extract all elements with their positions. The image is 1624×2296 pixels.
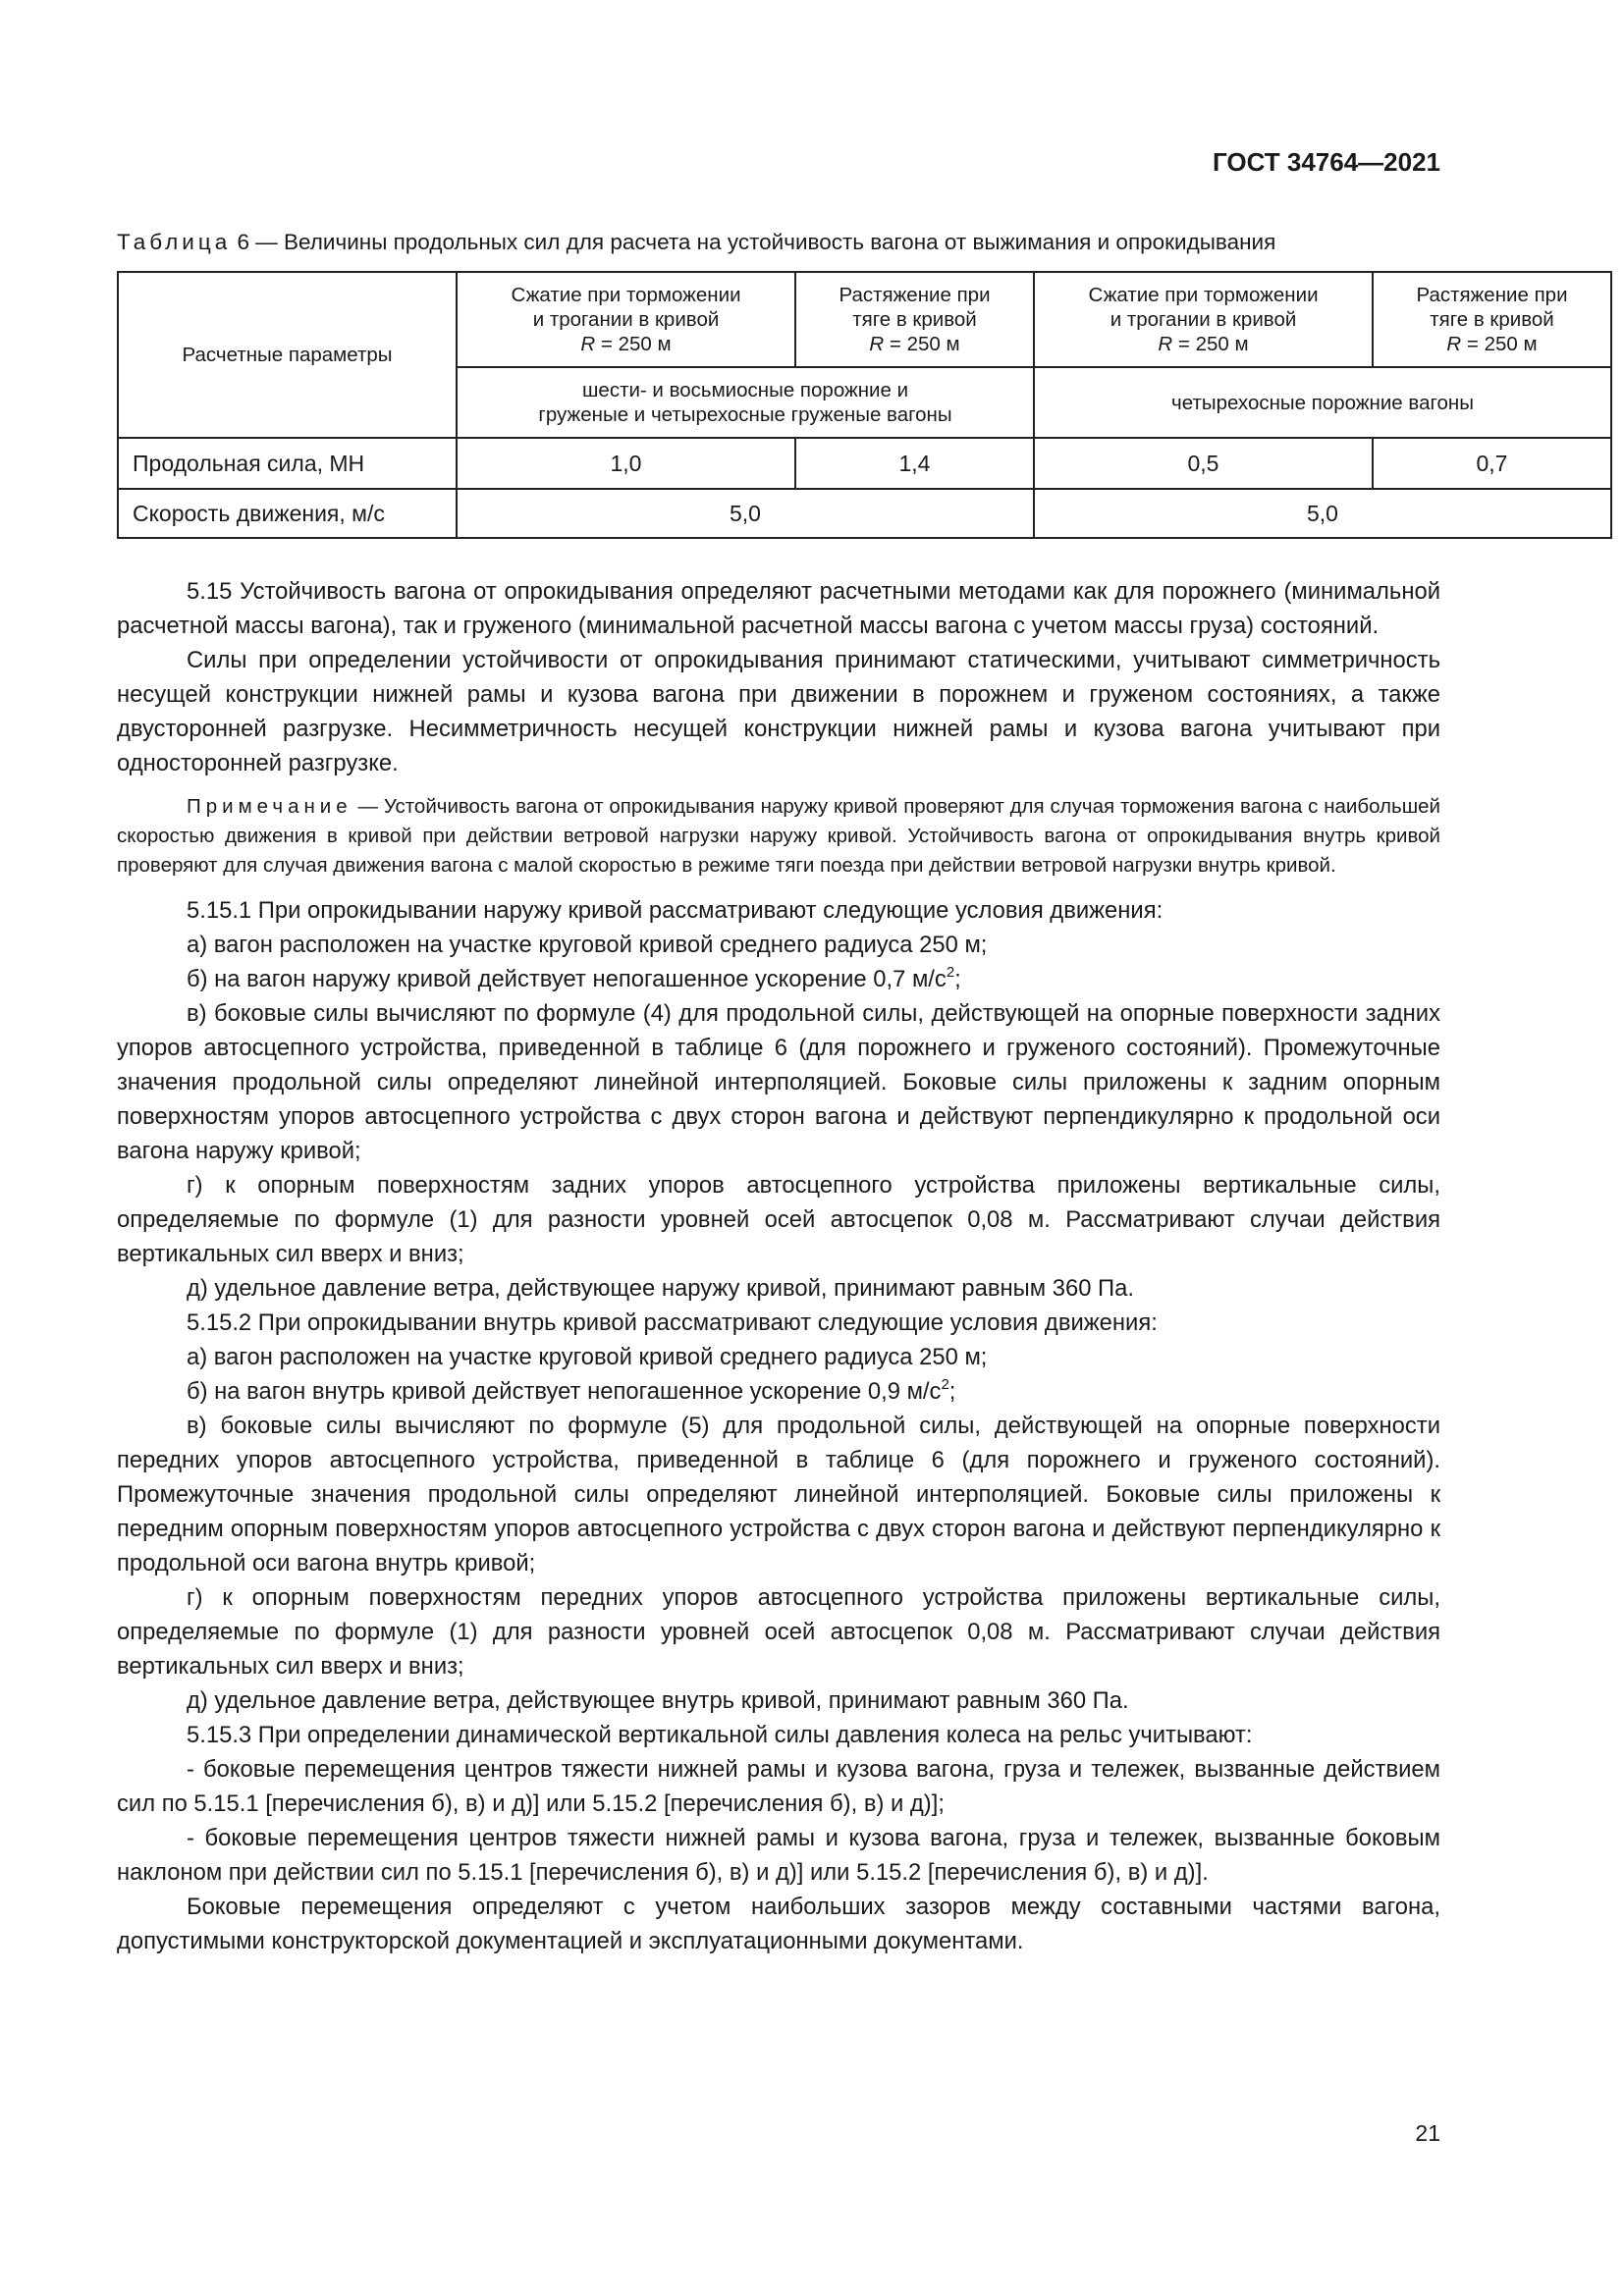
param-header-cell: Расчетные параметры	[118, 272, 457, 438]
table-caption-label: Таблица	[117, 230, 232, 254]
list-item: г) к опорным поверхностям передних упоров автосцепного устройства приложены вертикальные силы, определяемые по формуле (1) для разности уровней осей автосцепок 0,08 м. Рассматривают случаи действия вертикальных сил вверх и вниз;	[117, 1584, 1440, 1680]
forces-table	[117, 271, 1612, 539]
col-header-compression-1: Сжатие при торможении и трогании в кривой R = 250 м	[457, 272, 795, 367]
list-item: а) вагон расположен на участке круговой кривой среднего радиуса 250 м;	[187, 932, 988, 958]
paragraph-final: Боковые перемещения определяют с учетом наибольших зазоров между составными частями вагона, допустимыми конструкторской документацией и эксплуатационными документами.	[117, 1894, 1440, 1954]
list-item: в) боковые силы вычисляют по формуле (5) для продольной силы, действующей на опорные поверхности передних упоров автосцепного устройства, приведенной в таблице 6 (для порожнего и груженого состояний). Промежуточные значения продольной силы определяют линейной интерполяцией. Боковые силы приложены к передним опорным поверхностям упоров автосцепного устройства с двух сторон вагона и действуют перпендикулярно к продольной оси вагона внутрь кривой;	[117, 1413, 1440, 1576]
table-cell: 0,5	[1034, 438, 1373, 489]
list-item: - боковые перемещения центров тяжести нижней рамы и кузова вагона, груза и тележек, вызванные действием сил по 5.15.1 [перечисления б), в) и д)] или 5.15.2 [перечисления б), в) и д)];	[117, 1756, 1440, 1817]
col-header-compression-2: Сжатие при торможении и трогании в кривой R = 250 м	[1034, 272, 1373, 367]
paragraph-5-15-1: 5.15.1 При опрокидывании наружу кривой рассматривают следующие условия движения:	[187, 897, 1164, 924]
group-header-heavy: шести- и восьмиосные порожние и груженые и четырехосные груженые вагоны	[457, 367, 1034, 438]
list-item: д) удельное давление ветра, действующее наружу кривой, принимают равным 360 Па.	[187, 1275, 1135, 1302]
list-item: д) удельное давление ветра, действующее внутрь кривой, принимают равным 360 Па.	[187, 1687, 1129, 1714]
table-header-row	[118, 272, 1611, 367]
note	[117, 792, 1440, 881]
row-label-speed: Скорость движения, м/с	[118, 489, 457, 538]
note-text: — Устойчивость вагона от опрокидывания наружу кривой проверяют для случая торможения вагона с наибольшей скоростью движения в кривой при действии ветровой нагрузки наружу кривой. Устойчивость вагона от опрокидывания внутрь кривой проверяют для случая движения вагона с малой скоростью в режиме тяги поезда при действии ветровой нагрузки внутрь кривой.	[117, 795, 1440, 877]
col-header-tension-2: Растяжение при тяге в кривой R = 250 м	[1373, 272, 1611, 367]
table-cell: 1,4	[795, 438, 1034, 489]
list-item: б) на вагон внутрь кривой действует непогашенное ускорение 0,9 $м/с^2$;	[187, 1376, 956, 1405]
table-cell: 1,0	[457, 438, 795, 489]
group-header-empty-four-axle: четырехосные порожние вагоны	[1034, 367, 1611, 438]
table-cell: 0,7	[1373, 438, 1611, 489]
table-row	[118, 489, 1611, 538]
document-body	[117, 574, 1440, 1958]
paragraph-forces: Силы при определении устойчивости от опрокидывания принимают статическими, учитывают симметричность несущей конструкции нижней рамы и кузова вагона при движении в порожнем и груженом состояниях, а также двусторонней разгрузке. Несимметричность несущей конструкции нижней рамы и кузова вагона учитывают при односторонней разгрузке.	[117, 647, 1440, 776]
page-number: 21	[1415, 2120, 1440, 2146]
row-label-force: Продольная сила, МН	[118, 438, 457, 489]
paragraph-5-15-2: 5.15.2 При опрокидывании внутрь кривой рассматривают следующие условия движения:	[187, 1309, 1158, 1336]
note-label: Примечание	[187, 795, 352, 818]
list-item: г) к опорным поверхностям задних упоров автосцепного устройства приложены вертикальные силы, определяемые по формуле (1) для разности уровней осей автосцепок 0,08 м. Рассматривают случаи действия вертикальных сил вверх и вниз;	[117, 1172, 1440, 1267]
table-cell: 5,0	[1034, 489, 1611, 538]
table-caption	[117, 228, 1442, 257]
document-standard-number: ГОСТ 34764—2021	[1213, 147, 1440, 177]
table-row	[118, 438, 1611, 489]
table-caption-text: 6 — Величины продольных сил для расчета на устойчивость вагона от выжимания и опрокидывания	[231, 230, 1276, 254]
list-item: а) вагон расположен на участке круговой кривой среднего радиуса 250 м;	[187, 1344, 988, 1370]
paragraph-5-15-3: 5.15.3 При определении динамической вертикальной силы давления колеса на рельс учитывают:	[187, 1722, 1253, 1748]
list-item: в) боковые силы вычисляют по формуле (4) для продольной силы, действующей на опорные поверхности задних упоров автосцепного устройства, приведенной в таблице 6 (для порожнего и груженого состояний). Промежуточные значения продольной силы определяют линейной интерполяцией. Боковые силы приложены к задним опорным поверхностям упоров автосцепного устройства с двух сторон вагона и действуют перпендикулярно к продольной оси вагона наружу кривой;	[117, 1000, 1440, 1164]
list-item: б) на вагон наружу кривой действует непогашенное ускорение 0,7 $м/с^2$;	[187, 964, 961, 992]
paragraph-5-15: 5.15 Устойчивость вагона от опрокидывания определяют расчетными методами как для порожнего (минимальной расчетной массы вагона), так и груженого (минимальной расчетной массы вагона с учетом массы груза) состояний.	[117, 578, 1440, 639]
list-item: - боковые перемещения центров тяжести нижней рамы и кузова вагона, груза и тележек, вызванные боковым наклоном при действии сил по 5.15.1 [перечисления б), в) и д)] или 5.15.2 [перечисления б), в) и д)].	[117, 1825, 1440, 1886]
col-header-tension-1: Растяжение при тяге в кривой R = 250 м	[795, 272, 1034, 367]
table-cell: 5,0	[457, 489, 1034, 538]
